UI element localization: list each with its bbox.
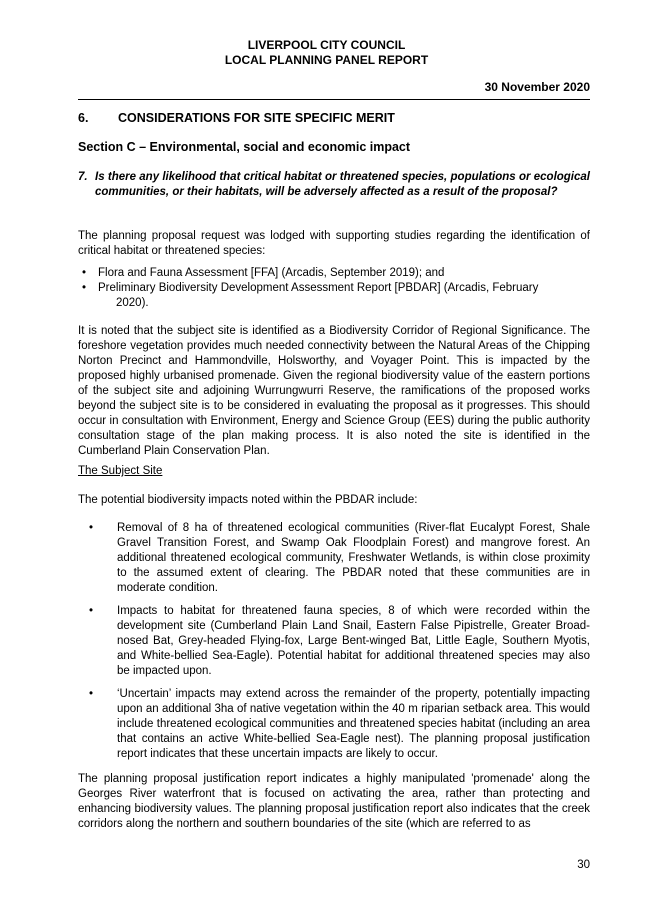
page-number: 30 — [577, 859, 590, 871]
studies-list — [78, 266, 590, 311]
list-item — [78, 687, 590, 762]
section-subtitle: Section C – Environmental, social and economic impact — [78, 140, 411, 154]
impacts-list-3 — [78, 687, 590, 762]
intro-paragraph: The planning proposal request was lodged with supporting studies regarding the identification of critical habitat or threatened species: — [78, 230, 590, 257]
bullet: • — [89, 522, 94, 534]
question-number: 7. — [78, 171, 88, 183]
section-number: 6. — [78, 111, 89, 125]
question-block — [78, 170, 590, 200]
impacts-intro: The potential biodiversity impacts noted within the PBDAR include: — [78, 494, 418, 506]
study-text: Flora and Fauna Assessment [FFA] (Arcadis, September 2019); and — [98, 267, 445, 279]
section-title: CONSIDERATIONS FOR SITE SPECIFIC MERIT — [118, 111, 395, 125]
section-heading — [78, 111, 395, 126]
study-text-continuation: 2020). — [116, 297, 149, 309]
corridor-paragraph: It is noted that the subject site is identified as a Biodiversity Corridor of Regional Significance. The foreshore vegetation provides much needed connectivity between the Natural Areas of the Chipping Norton Precinct and Hammondville, Holsworthy, and Voyager Point. This is impacted by the proposed highly urbanised promenade. Given the regional biodiversity value of the eastern portions of the subject site and adjoining Wurrungwurri Reserve, the ramifications of the proposed works beyond the subject site is to be considered in evaluating the proposal as it progresses. This should occur in consultation with Environment, Energy and Science Group (EES) during the public authority consultation stage of the plan making process. It is also noted the site is identified in the Cumberland Plain Conservation Plan. — [78, 325, 590, 457]
impacts-list-1 — [78, 521, 590, 596]
list-item — [78, 604, 590, 679]
list-item — [78, 521, 590, 596]
impact-text: Removal of 8 ha of threatened ecological communities (River-flat Eucalypt Forest, Shale Gravel Transition Forest, and Swamp Oak Floodplain Forest) and mangrove forest. An additional threatened ecological community, Freshwater Wetlands, is within close proximity to the assumed extent of clearing. The PBDAR noted that these communities are in moderate condition. — [117, 522, 590, 594]
header-divider — [78, 99, 590, 100]
impacts-list-2 — [78, 604, 590, 679]
bullet: • — [82, 282, 87, 294]
subject-site-heading-row — [78, 464, 590, 479]
impact-text: ‘Uncertain’ impacts may extend across the remainder of the property, potentially impacting upon an additional 3ha of native vegetation within the 40 m riparian setback area. This would include threatened ecological communities and threatened species habitat (including an area that contains an active White-bellied Sea-Eagle nest). The planning proposal justification report indicates that these uncertain impacts are likely to occur. — [117, 688, 590, 760]
report-title: LOCAL PLANNING PANEL REPORT — [224, 53, 429, 67]
list-item — [78, 281, 590, 311]
study-text: Preliminary Biodiversity Development Assessment Report [PBDAR] (Arcadis, February — [98, 282, 539, 294]
bullet: • — [82, 267, 87, 279]
impact-text: Impacts to habitat for threatened fauna species, 8 of which were recorded within the development site (Cumberland Plain Land Snail, Eastern False Pipistrelle, Greater Broad-nosed Bat, Grey-headed Flying-fox, Large Bent-winged Bat, Little Eagle, Southern Myotis, and White-bellied Sea-Eagle). Potential habitat for additional threatened species may also be impacted upon. — [117, 605, 590, 677]
list-item — [78, 266, 590, 281]
subject-site-heading: The Subject Site — [78, 465, 163, 477]
bullet: • — [89, 605, 94, 617]
bullet: • — [89, 688, 94, 700]
report-date: 30 November 2020 — [484, 80, 590, 94]
council-name: LIVERPOOL CITY COUNCIL — [247, 38, 406, 52]
closing-paragraph: The planning proposal justification report indicates a highly manipulated 'promenade' along the Georges River waterfront that is focused on activating the area, rather than protecting and enhancing biodiversity values. The planning proposal justification report also indicates that the creek corridors along the northern and southern boundaries of the site (which are referred to as — [78, 773, 590, 830]
question-text: Is there any likelihood that critical habitat or threatened species, populations or ecological communities, or their habitats, will be adversely affected as a result of the proposal? — [95, 171, 590, 198]
